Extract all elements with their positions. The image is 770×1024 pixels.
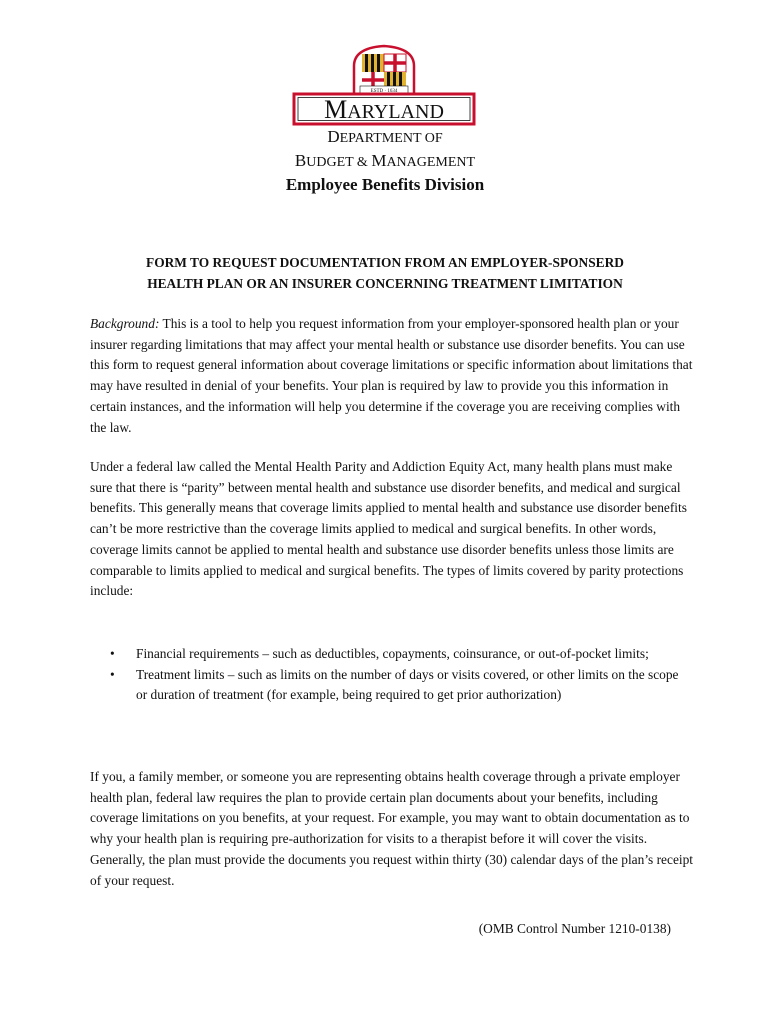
- family-coverage-paragraph: If you, a family member, or someone you are representing obtains health coverage through a private employer health plan, federal law requires the plan to provide certain plan documents about your benefits, including coverage limitations on you benefits, at your request. For example, you may want to obtain documentation as to why your health plan is requiring pre-authorization for visits to a therapist before it will cover the visits. Generally, the plan must provide the documents you request within thirty (30) calendar days of the plan’s receipt of your request.: [90, 769, 694, 888]
- department-line-1: [0, 127, 770, 147]
- budget-initial: B: [294, 151, 307, 170]
- form-title-line-2: HEALTH PLAN OR AN INSURER CONCERNING TREATMENT LIMITATION: [147, 276, 623, 291]
- management-text: ANAGEMENT: [386, 155, 476, 170]
- omb-control-number: (OMB Control Number 1210-0138): [478, 921, 671, 936]
- background-paragraph: [90, 314, 694, 438]
- logo-ribbon-text: ESTD · 1634: [370, 89, 398, 94]
- maryland-flag-icon: [362, 54, 406, 88]
- list-item: [110, 665, 690, 706]
- form-title-line-1: FORM TO REQUEST DOCUMENTATION FROM AN EMPLOYER-SPONSERD: [146, 255, 624, 270]
- background-text: This is a tool to help you request information from your employer-sponsored health plan or your insurer regarding limitations that may affect your mental health or substance use disorder benefits. You can use this form to request general information about coverage limitations or specific information about limitations that may have resulted in denial of your benefits. Your plan is required by law to provide you this information in certain instances, and the information will help you determine if the coverage you are receiving complies with the law.: [90, 316, 693, 435]
- department-initial: D: [327, 127, 340, 146]
- bullet-icon: •: [110, 666, 115, 682]
- logo-wordmark: MARYLAND: [324, 95, 444, 124]
- bullet-text: Treatment limits – such as limits on the number of days or visits covered, or other limits on the scope or duration of treatment (for example, being required to get prior authorization): [136, 666, 679, 703]
- bullet-text: Financial requirements – such as deductibles, copayments, coinsurance, or out-of-pocket limits;: [136, 646, 649, 661]
- department-text: EPARTMENT OF: [339, 131, 443, 146]
- maryland-logo: [292, 44, 476, 126]
- background-label: Background:: [90, 316, 160, 331]
- department-line-2: [0, 151, 770, 171]
- bullet-icon: •: [110, 646, 115, 661]
- management-initial: M: [371, 151, 387, 170]
- federal-law-paragraph: Under a federal law called the Mental Health Parity and Addiction Equity Act, many health plans must make sure that there is “parity” between mental health and substance use disorder benefits, and medical and surgical benefits. This generally means that coverage limits applied to mental health and substance use disorder benefits can’t be more restrictive than the coverage limits applied to medical and surgical benefits. In other words, coverage limits cannot be applied to mental health and substance use disorder benefits unless those limits are comparable to limits applied to medical and surgical benefits. The types of limits covered by parity protections include:: [90, 459, 687, 599]
- form-title: [88, 252, 682, 294]
- list-item: [110, 644, 690, 665]
- budget-text: UDGET &: [306, 155, 372, 170]
- division-title: Employee Benefits Division: [285, 175, 485, 194]
- limits-bullet-list: [110, 644, 690, 706]
